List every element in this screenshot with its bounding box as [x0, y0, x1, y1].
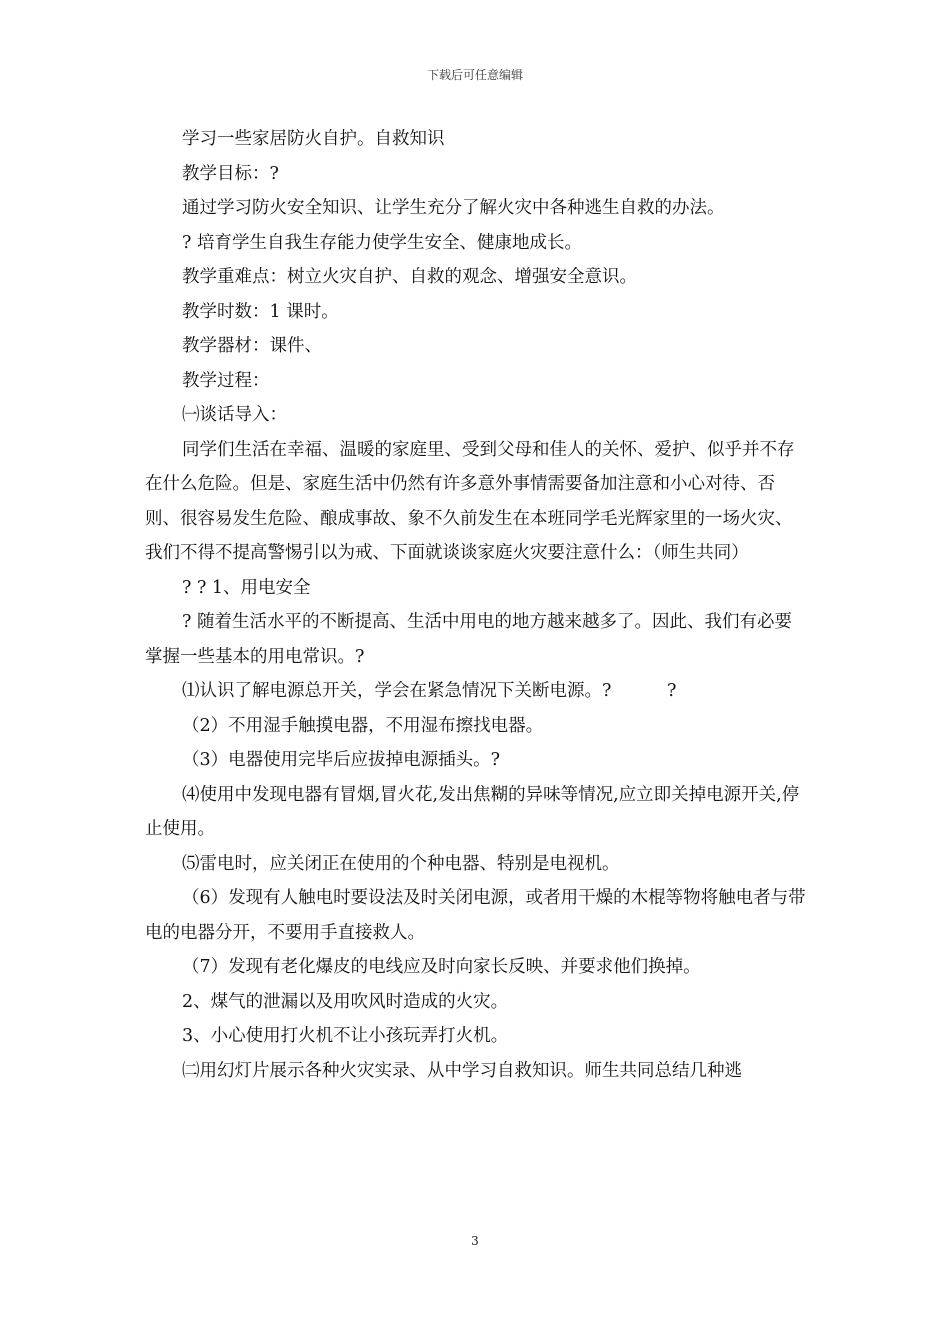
list-item-3: （3）电器使用完毕后应拔掉电源插头。? — [182, 750, 501, 770]
page-header: 下载后可任意编辑 — [426, 68, 523, 82]
list-item-5: ⑸雷电时，应关闭正在使用的个种电器、特别是电视机。 — [182, 853, 620, 874]
paragraph-process-heading: 教学过程： — [182, 370, 270, 391]
paragraph-goal-1: 通过学习防火安全知识、让学生充分了解火灾中各种逃生自救的办法。 — [182, 198, 725, 218]
paragraph-goals-heading: 教学目标：? — [182, 163, 279, 184]
paragraph-section-2: ㈡用幻灯片展示各种火灾实录、从中学习自救知识。师生共同总结几种逃 — [182, 1060, 742, 1081]
list-item-2: （2）不用湿手触摸电器，不用湿布擦找电器。 — [182, 715, 544, 736]
list-item-1: ⑴认识了解电源总开关，学会在紧急情况下关断电源。? ? — [182, 681, 677, 701]
paragraph-lighter-safety: 3、小心使用打火机不让小孩玩弄打火机。 — [182, 1026, 509, 1046]
paragraph-materials: 教学器材：课件、 — [182, 336, 322, 356]
paragraph-key-points: 教学重难点：树立火灾自护、自救的观念、增强安全意识。 — [182, 267, 637, 287]
paragraph-section-1-heading: ㈠谈话导入： — [182, 405, 287, 425]
document-body — [145, 122, 809, 1088]
list-item-7: （7）发现有老化爆皮的电线应及时向家长反映、并要求他们换掉。 — [182, 957, 701, 977]
paragraph-goal-2: ? 培育学生自我生存能力使学生安全、健康地成长。 — [182, 232, 582, 253]
paragraph-hours: 教学时数：1 课时。 — [182, 301, 339, 322]
paragraph-electric-safety-heading: ? ? 1、用电安全 — [182, 577, 311, 598]
paragraph-gas-safety: 2、煤气的泄漏以及用吹风时造成的火灾。 — [182, 991, 509, 1012]
page-number: 3 — [471, 1234, 479, 1248]
paragraph-topic: 学习一些家居防火自护。自救知识 — [182, 129, 445, 149]
paragraph-introduction: 同学们生活在幸福、温暖的家庭里、受到父母和佳人的关怀、爱护、似乎并不存在什么危险。但是、家庭生活中仍然有许多意外事情需要备加注意和小心对待、否则、很容易发生危险、酿成事故、象不久前发生在本班同学毛光辉家里的一场火灾、我们不得不提高警惕引以为戒、下面就谈谈家庭火灾要注意什么：（师生共同） — [145, 439, 795, 563]
paragraph-electric-safety-intro: ? 随着生活水平的不断提高、生活中用电的地方越来越多了。因此、我们有必要掌握一些基本的用电常识。? — [145, 612, 792, 667]
list-item-6: （6）发现有人触电时要设法及时关闭电源，或者用干燥的木棍等物将触电者与带电的电器分开，不要用手直接救人。 — [145, 888, 806, 943]
list-item-4: ⑷使用中发现电器有冒烟,冒火花,发出焦糊的异味等情况,应立即关掉电源开关,停止使用。 — [145, 784, 800, 839]
